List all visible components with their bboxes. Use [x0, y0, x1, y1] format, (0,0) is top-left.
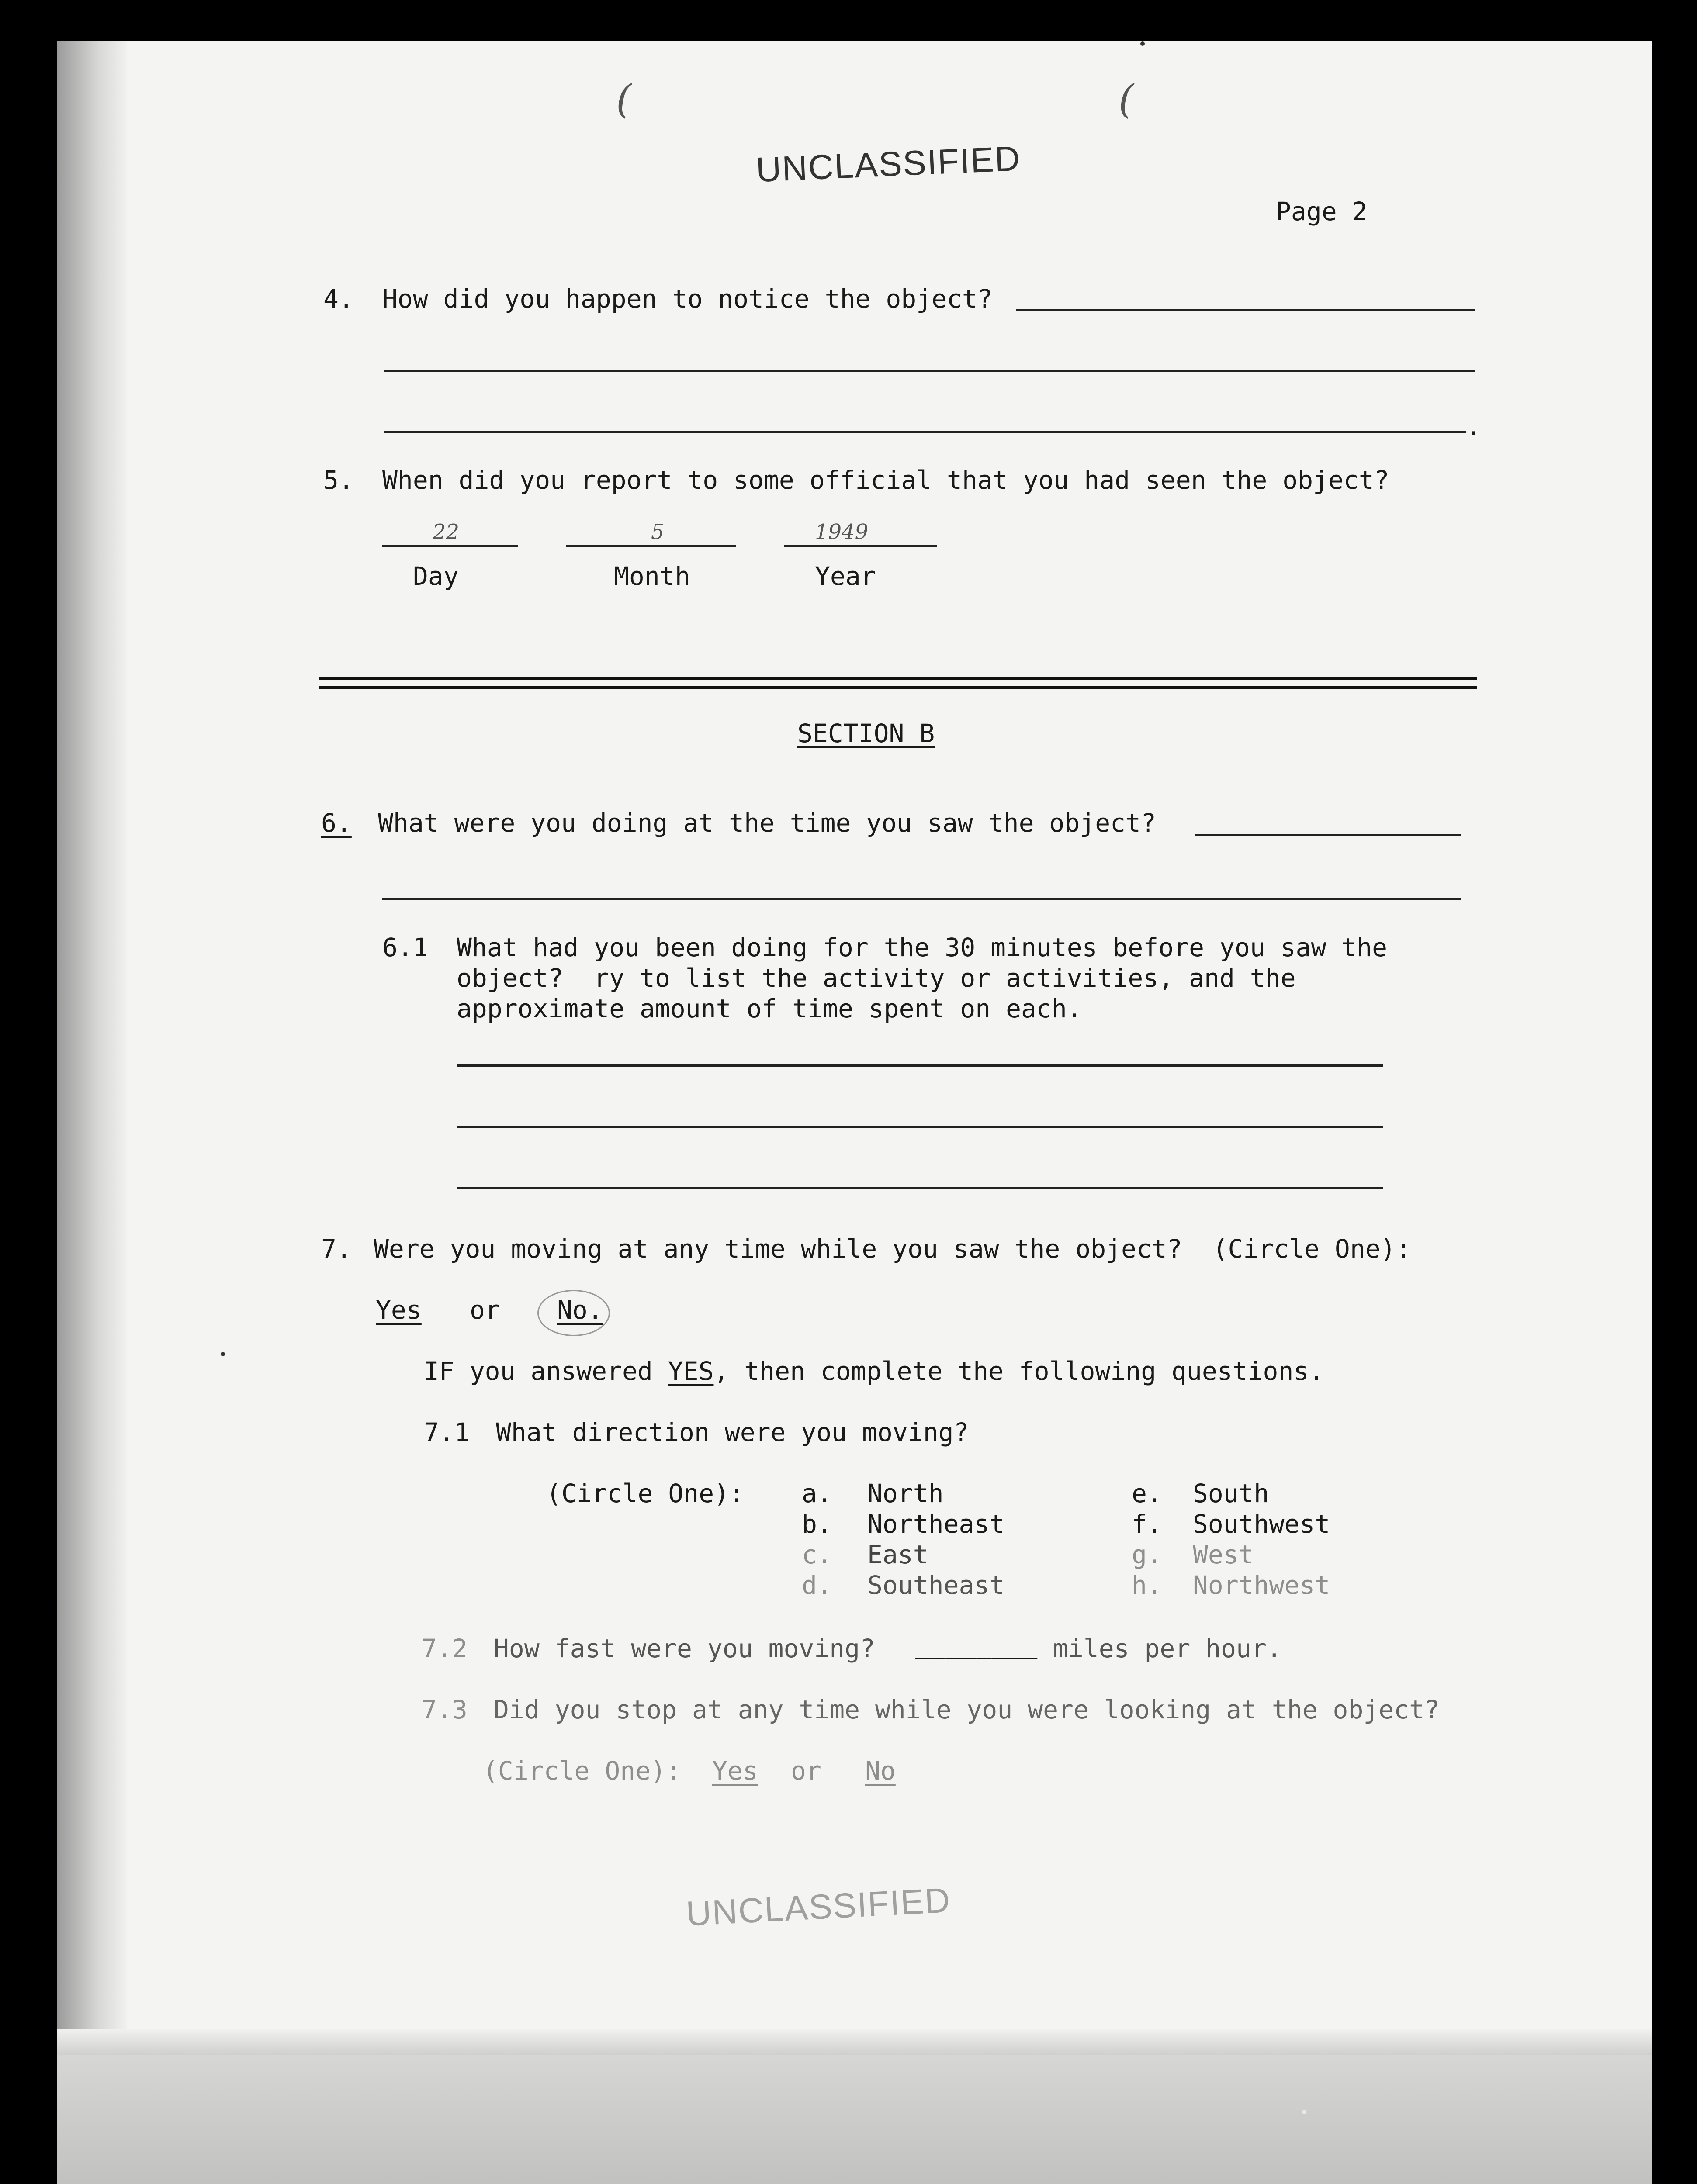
- q61-answer-line-1[interactable]: [457, 1064, 1383, 1067]
- dir-f-letter: f.: [1132, 1509, 1162, 1539]
- q72-unit: miles per hour.: [1053, 1634, 1282, 1663]
- q5-question: When did you report to some official that you had seen the object?: [382, 465, 1389, 495]
- scan-speck: [221, 1352, 225, 1356]
- q4-end-mark: .: [1466, 411, 1481, 441]
- q4-number: 4.: [323, 284, 354, 314]
- q71-number: 7.1: [424, 1417, 470, 1447]
- q6-question: What were you doing at the time you saw the object?: [378, 808, 1156, 838]
- q4-question: How did you happen to notice the object?: [382, 284, 993, 314]
- scan-mark-paren-right: (: [1119, 76, 1134, 122]
- q5-year-value: 1949: [815, 520, 869, 544]
- dir-h-letter: h.: [1132, 1570, 1162, 1600]
- q73-number: 7.3: [422, 1695, 468, 1724]
- dir-g-letter: g.: [1132, 1540, 1162, 1569]
- q5-year-label: Year: [815, 561, 876, 591]
- scan-speck: [1140, 41, 1145, 46]
- q61-line-1: What had you been doing for the 30 minutes before you saw the: [457, 933, 1388, 962]
- q73-or-text: or: [791, 1756, 821, 1786]
- q73-no-option[interactable]: No: [865, 1756, 896, 1786]
- q5-year-line[interactable]: [784, 545, 937, 547]
- q4-answer-line-3[interactable]: [384, 431, 1466, 433]
- q73-question: Did you stop at any time while you were looking at the object?: [494, 1695, 1440, 1724]
- q7-number: 7.: [321, 1234, 352, 1264]
- q73-yes-option[interactable]: Yes: [712, 1756, 758, 1786]
- q7-instruction: IF you answered YES, then complete the following questions.: [424, 1356, 1324, 1386]
- dir-southwest-option[interactable]: Southwest: [1193, 1509, 1330, 1539]
- q71-circle-one: (Circle One):: [546, 1479, 745, 1508]
- q7-yes-option[interactable]: Yes: [376, 1295, 422, 1325]
- q4-answer-line-1[interactable]: [1016, 309, 1475, 311]
- q4-answer-line-2[interactable]: [384, 370, 1475, 372]
- q7-no-option[interactable]: No.: [557, 1295, 603, 1325]
- dir-northeast-option[interactable]: Northeast: [867, 1509, 1005, 1539]
- dir-southeast-option[interactable]: Southeast: [867, 1570, 1005, 1600]
- q5-day-line[interactable]: [382, 545, 518, 547]
- section-divider-top: [319, 677, 1477, 680]
- page-shadow-left: [57, 41, 127, 2055]
- q71-question: What direction were you moving?: [496, 1417, 969, 1447]
- dir-east-option[interactable]: East: [867, 1540, 928, 1569]
- q72-speed-blank[interactable]: ________: [915, 1629, 1038, 1659]
- q5-month-label: Month: [614, 561, 690, 591]
- dir-a-letter: a.: [802, 1479, 832, 1508]
- dir-c-letter: c.: [802, 1540, 832, 1569]
- scan-background: [57, 2055, 1652, 2184]
- q61-answer-line-3[interactable]: [457, 1187, 1383, 1189]
- dir-south-option[interactable]: South: [1193, 1479, 1269, 1508]
- scan-mark-paren-left: (: [616, 76, 632, 122]
- q7-question: Were you moving at any time while you saw the object? (Circle One):: [374, 1234, 1411, 1264]
- q5-month-line[interactable]: [566, 545, 736, 547]
- classification-stamp-bottom: UNCLASSIFIED: [685, 1880, 952, 1933]
- dir-d-letter: d.: [802, 1570, 832, 1600]
- section-divider-bottom: [319, 686, 1477, 689]
- classification-stamp-top: UNCLASSIFIED: [755, 138, 1022, 190]
- dir-west-option[interactable]: West: [1193, 1540, 1254, 1569]
- page-number: Page 2: [1276, 197, 1368, 226]
- q5-number: 5.: [323, 465, 354, 495]
- q6-answer-line-1[interactable]: [1195, 834, 1461, 836]
- q7-or-text: or: [470, 1295, 500, 1325]
- q5-day-label: Day: [413, 561, 459, 591]
- q72-question: How fast were you moving?: [494, 1634, 875, 1663]
- q61-line-2: object? ry to list the activity or activities, and the: [457, 963, 1296, 993]
- dir-b-letter: b.: [802, 1509, 832, 1539]
- q61-number: 6.1: [382, 933, 428, 962]
- scan-speck: [1302, 2110, 1306, 2114]
- q61-answer-line-2[interactable]: [457, 1126, 1383, 1128]
- dir-e-letter: e.: [1132, 1479, 1162, 1508]
- section-b-title: SECTION B: [797, 719, 935, 748]
- document-page: [57, 41, 1652, 2055]
- q72-number: 7.2: [422, 1634, 468, 1663]
- q6-answer-line-2[interactable]: [382, 898, 1461, 900]
- q6-number: 6.: [321, 808, 352, 838]
- q73-circle-one: (Circle One):: [483, 1756, 681, 1786]
- q61-line-3: approximate amount of time spent on each.: [457, 994, 1082, 1023]
- page-shadow-bottom: [57, 2029, 1652, 2055]
- dir-north-option[interactable]: North: [867, 1479, 944, 1508]
- dir-northwest-option[interactable]: Northwest: [1193, 1570, 1330, 1600]
- q5-day-value: 22: [433, 520, 460, 544]
- q5-month-value: 5: [651, 520, 665, 544]
